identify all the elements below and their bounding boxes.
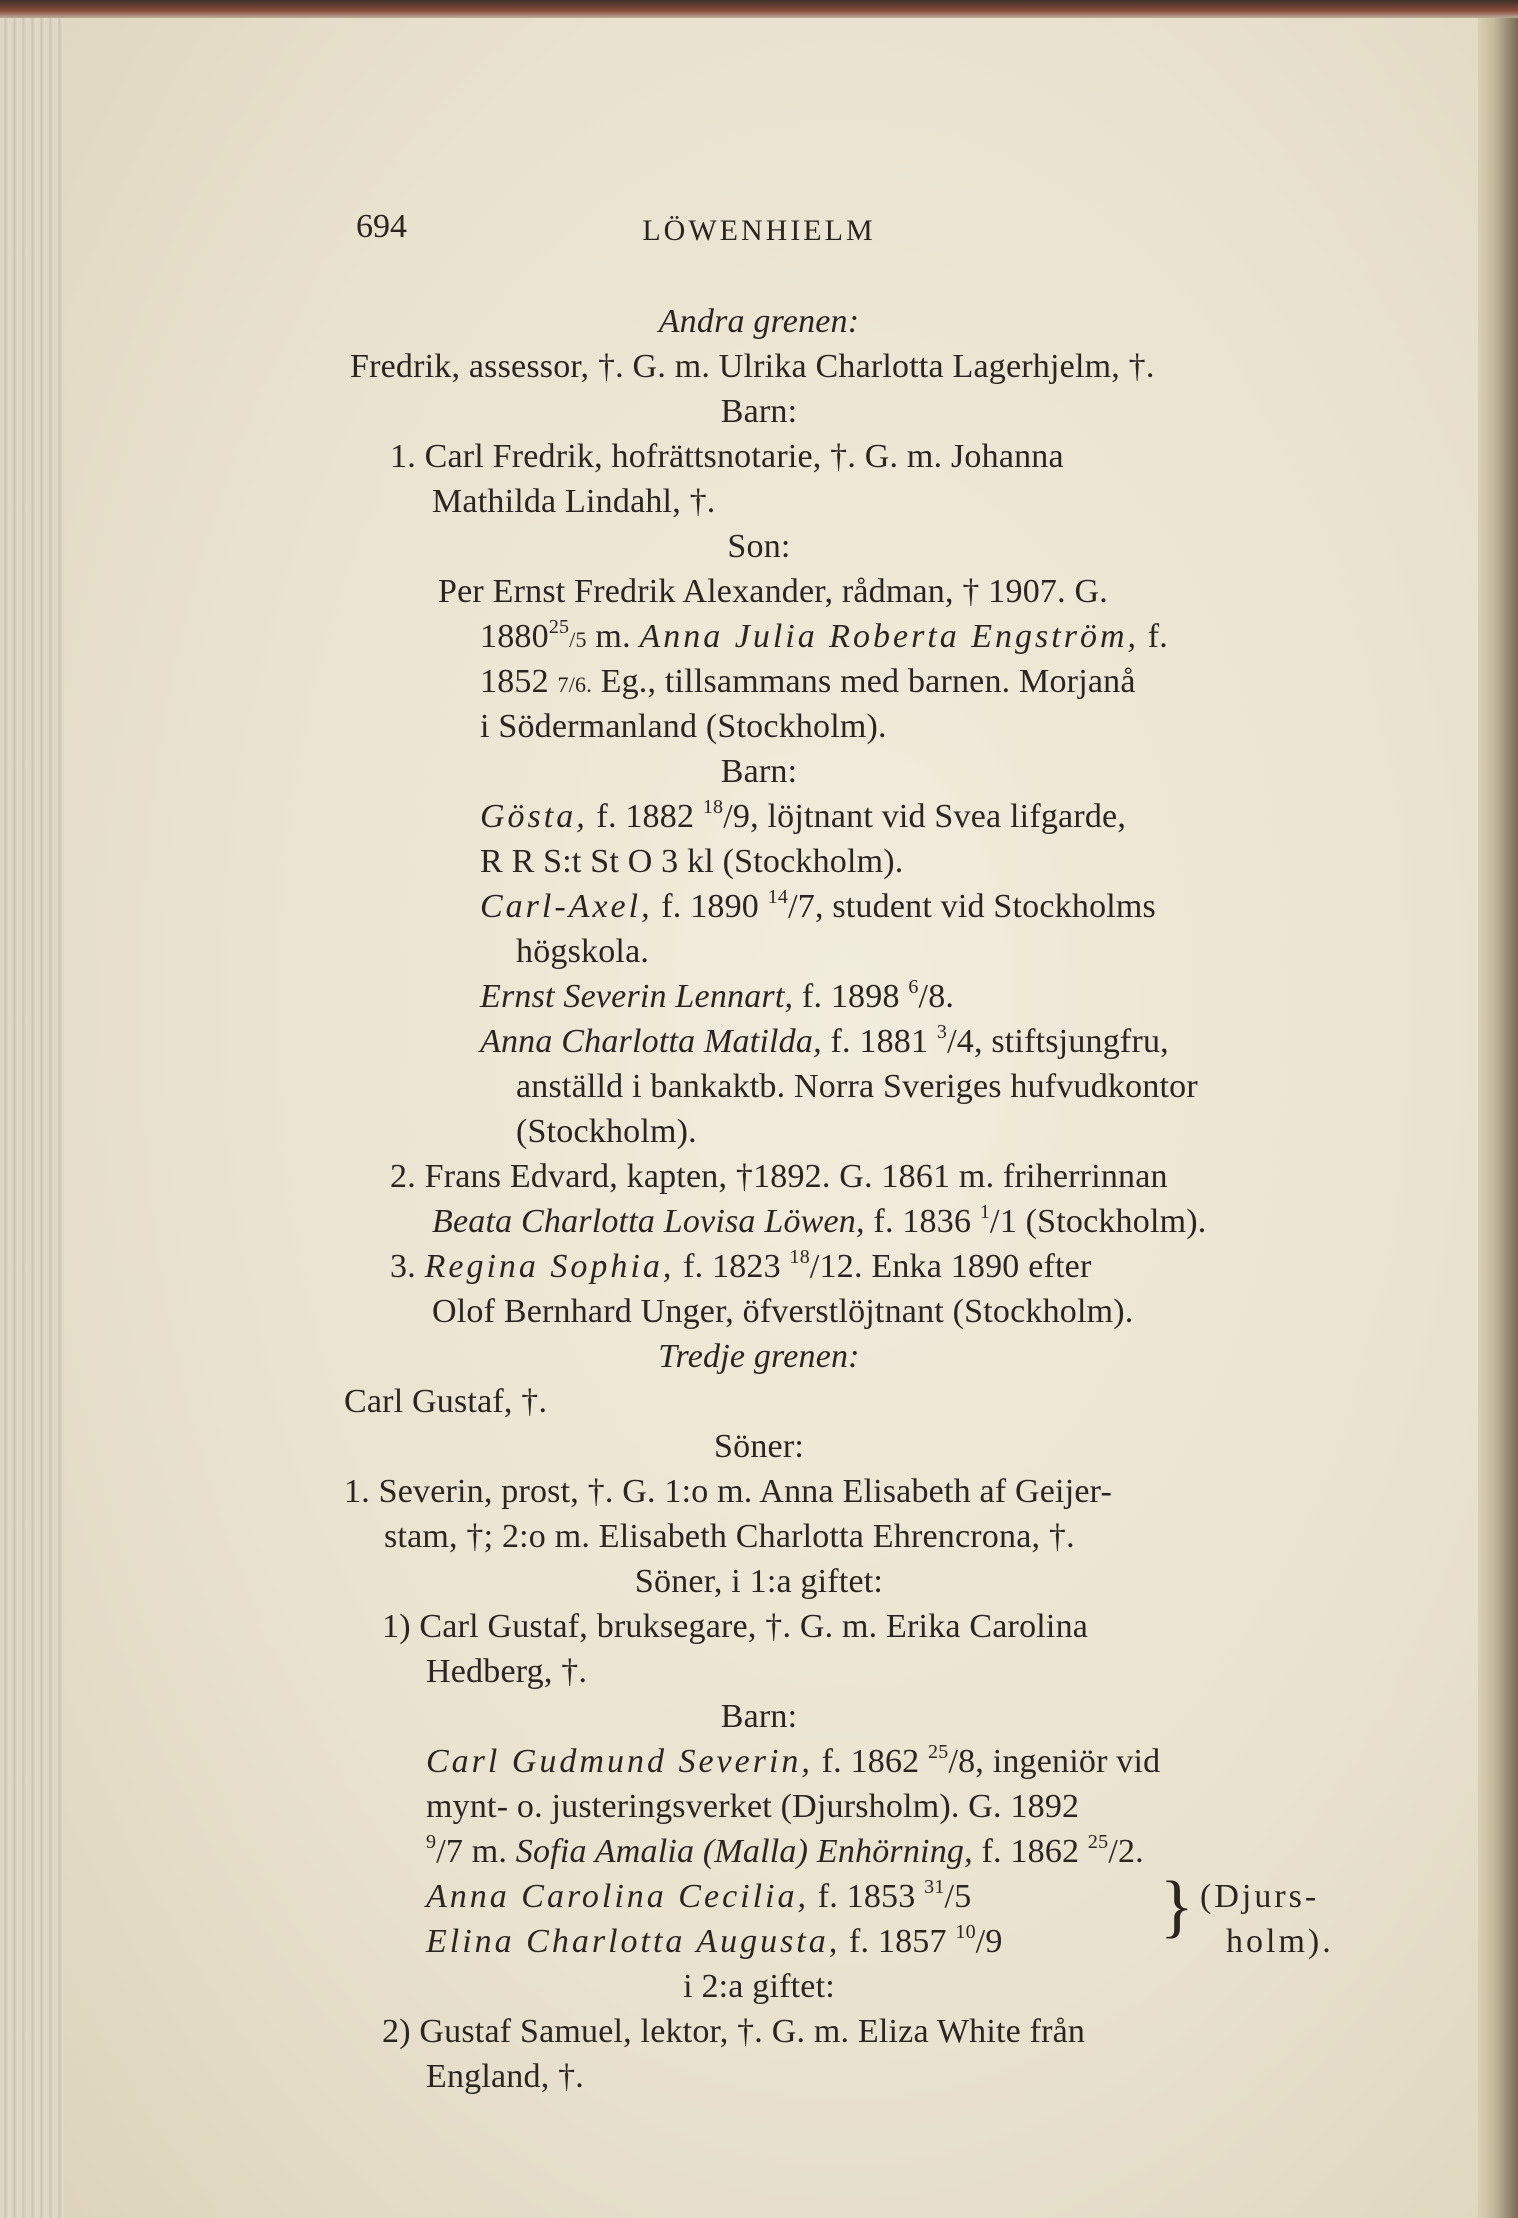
subheading-soner-forsta-giftet: Söner, i 1:a giftet: xyxy=(634,1563,884,1600)
person-name: Elina Charlotta Augusta, xyxy=(426,1923,841,1960)
text-fragment: f. 1882 xyxy=(587,798,703,835)
text-fragment: f. 1881 xyxy=(821,1023,937,1060)
person-name: Sofia Amalia (Malla) Enhörning, xyxy=(515,1833,973,1870)
date-day: 9 xyxy=(426,1831,437,1853)
text-fragment: f. 1823 xyxy=(674,1248,790,1285)
person-name: Anna Charlotta Matilda, xyxy=(480,1023,822,1060)
text-fragment: f. 1862 xyxy=(972,1833,1088,1870)
person-name: Beata Charlotta Lovisa Löwen, xyxy=(432,1203,865,1240)
text-line: (Djurs- xyxy=(1200,1878,1320,1915)
text-line: Carl Gustaf, †. xyxy=(344,1383,548,1420)
text-fragment: /7 m. xyxy=(436,1833,516,1870)
text-fragment: /5 xyxy=(944,1878,972,1915)
text-fragment: /9 xyxy=(975,1923,1003,1960)
text-line xyxy=(480,977,954,1017)
brace: } xyxy=(1160,1868,1194,1945)
subheading-son: Son: xyxy=(727,528,791,565)
text-line: R R S:t St O 3 kl (Stockholm). xyxy=(480,843,904,880)
date-day: 6 xyxy=(908,976,919,998)
year: 1880 xyxy=(480,618,549,655)
text-line: 1. Carl Fredrik, hofrättsnotarie, †. G. m. Johanna xyxy=(390,438,1064,475)
text-line xyxy=(480,617,1168,660)
text-line xyxy=(480,887,1156,927)
text-fragment: /12. Enka 1890 efter xyxy=(809,1248,1092,1285)
date-day: 14 xyxy=(767,886,789,908)
subheading-soner: Söner: xyxy=(714,1428,804,1465)
page-number: 694 xyxy=(356,208,407,245)
subheading-barn: Barn: xyxy=(720,1698,798,1735)
person-name: Carl-Axel, xyxy=(480,888,653,925)
text-line xyxy=(426,1877,971,1917)
text-line xyxy=(432,1202,1206,1242)
subheading-barn: Barn: xyxy=(720,753,798,790)
person-name: Ernst Severin Lennart, xyxy=(480,978,794,1015)
text-line: högskola. xyxy=(516,933,650,970)
running-head: LÖWENHIELM xyxy=(642,214,876,247)
text-line: England, †. xyxy=(426,2058,585,2095)
date-day: 25 xyxy=(928,1741,949,1763)
text-line: (Stockholm). xyxy=(516,1113,697,1150)
person-name: Regina Sophia, xyxy=(424,1248,675,1285)
year: 1852 xyxy=(480,663,558,700)
text-fragment: /2. xyxy=(1108,1833,1144,1870)
text-line: Mathilda Lindahl, †. xyxy=(432,483,716,520)
text-line xyxy=(480,662,1136,705)
text-line: 1) Carl Gustaf, bruksegare, †. G. m. Erika Carolina xyxy=(382,1608,1089,1645)
person-name: Gösta, xyxy=(480,798,588,835)
date-day: 18 xyxy=(789,1246,810,1268)
date-day: 10 xyxy=(955,1921,976,1943)
text-line: 2) Gustaf Samuel, lektor, †. G. m. Eliza White från xyxy=(382,2013,1086,2050)
date-month: /5 xyxy=(569,627,587,652)
book-top-edge xyxy=(0,0,1518,18)
text-fragment: f. 1853 xyxy=(809,1878,925,1915)
text-line xyxy=(480,797,1126,837)
text-line: Fredrik, assessor, †. G. m. Ulrika Charlotta Lagerhjelm, †. xyxy=(350,348,1155,385)
text-fragment: /8, ingeniör vid xyxy=(948,1743,1161,1780)
text-line xyxy=(426,1832,1144,1872)
text-fragment: Eg., tillsammans med barnen. Morjanå xyxy=(591,663,1136,700)
date-fraction: 7/6. xyxy=(557,672,592,697)
date-day: 25 xyxy=(548,616,570,638)
text-fragment: f. 1890 xyxy=(652,888,768,925)
text-line: holm). xyxy=(1226,1923,1334,1960)
text-line xyxy=(480,1022,1169,1062)
text-line: anställd i bankaktb. Norra Sveriges hufvudkontor xyxy=(516,1068,1198,1105)
text-fragment: f. xyxy=(1139,618,1168,655)
text-fragment: /1 (Stockholm). xyxy=(990,1203,1207,1240)
text-fragment: f. 1898 xyxy=(793,978,909,1015)
text-line: Olof Bernhard Unger, öfverstlöjtnant (Stockholm). xyxy=(432,1293,1134,1330)
text-line xyxy=(390,1247,1091,1287)
person-name: Anna Julia Roberta Engström, xyxy=(639,618,1140,655)
text-fragment: f. 1862 xyxy=(812,1743,929,1780)
date-day: 3 xyxy=(936,1021,948,1043)
date-day: 18 xyxy=(702,796,724,818)
text-line: Hedberg, †. xyxy=(426,1653,588,1690)
text-line: Per Ernst Fredrik Alexander, rådman, † 1907. G. xyxy=(438,573,1108,610)
date-day: 25 xyxy=(1087,1831,1109,1853)
text-fragment: /7, student vid Stockholms xyxy=(788,888,1156,925)
section-heading-andra-grenen: Andra grenen: xyxy=(658,303,860,340)
text-line: stam, †; 2:o m. Elisabeth Charlotta Ehrencrona, †. xyxy=(384,1518,1075,1555)
text-line xyxy=(426,1742,1160,1782)
text-line: i Södermanland (Stockholm). xyxy=(480,708,887,745)
text-fragment: f. 1836 xyxy=(864,1203,980,1240)
date-day: 1 xyxy=(979,1201,991,1223)
list-number: 3. xyxy=(390,1248,425,1285)
text-fragment: /8. xyxy=(918,978,955,1015)
subheading-andra-giftet: i 2:a giftet: xyxy=(683,1968,835,2005)
text-fragment: f. 1857 xyxy=(840,1923,956,1960)
subheading-barn: Barn: xyxy=(720,393,798,430)
text-fragment: /4, stiftsjungfru, xyxy=(947,1023,1169,1060)
person-name: Carl Gudmund Severin, xyxy=(426,1743,813,1780)
text-fragment: m. xyxy=(586,618,640,655)
section-heading-tredje-grenen: Tredje grenen: xyxy=(658,1338,860,1375)
text-fragment: /9, löjtnant vid Svea lifgarde, xyxy=(723,798,1127,835)
text-line: 1. Severin, prost, †. G. 1:o m. Anna Elisabeth af Geijer- xyxy=(344,1473,1112,1510)
text-line xyxy=(426,1922,1003,1962)
text-line: 2. Frans Edvard, kapten, †1892. G. 1861 m. friherrinnan xyxy=(390,1158,1168,1195)
text-line: mynt- o. justeringsverket (Djursholm). G. 1892 xyxy=(426,1788,1080,1825)
date-day: 31 xyxy=(924,1876,945,1898)
person-name: Anna Carolina Cecilia, xyxy=(426,1878,810,1915)
